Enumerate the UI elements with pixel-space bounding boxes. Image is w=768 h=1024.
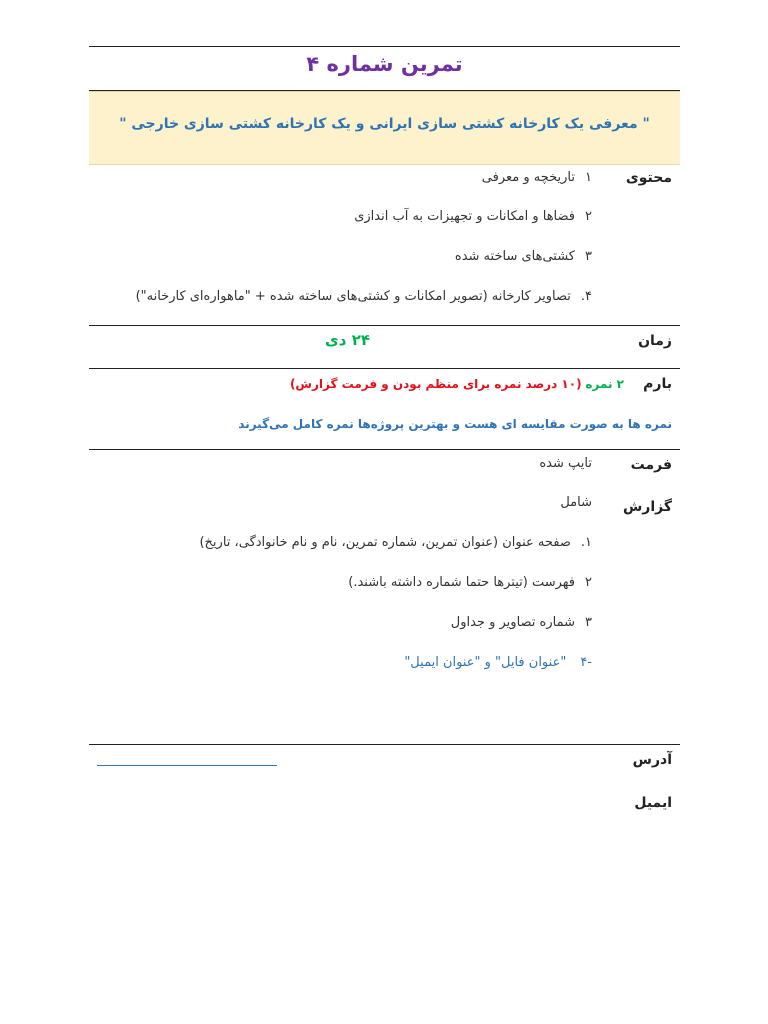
grading-line xyxy=(290,377,624,391)
report-item-1: ۱.صفحه عنوان (عنوان تمرین، شماره تمرین، نام و نام خانوادگی، تاریخ) xyxy=(199,535,592,550)
grading-label: بارم xyxy=(643,376,672,392)
report-item-2: ۲فهرست (تیترها حتما شماره داشته باشند.) xyxy=(348,575,592,590)
content-divider xyxy=(89,325,680,326)
page-title: تمرین شماره ۴ xyxy=(306,52,463,76)
report-intro: شامل xyxy=(560,495,592,510)
content-item-4: ۴.تصاویر کارخانه (تصویر امکانات و کشتی‌های ساخته شده + "ماهواره‌ای کارخانه") xyxy=(135,289,592,304)
content-item-2: ۲فضاها و امکانات و تجهیزات به آب اندازی xyxy=(354,209,592,224)
due-date: ۲۴ دی xyxy=(325,331,370,349)
address-link[interactable] xyxy=(97,765,277,766)
content-label: محتوی xyxy=(625,170,672,186)
report-item-3: ۳شماره تصاویر و جداول xyxy=(450,615,592,630)
content-item-1: ۱تاریخچه و معرفی xyxy=(481,170,592,185)
report-item-4: -۴"عنوان فایل" و "عنوان ایمیل" xyxy=(404,655,592,670)
format-value: تایپ شده xyxy=(539,456,592,471)
grading-divider xyxy=(89,449,680,450)
time-divider xyxy=(89,368,680,369)
report-label: گزارش xyxy=(622,499,672,515)
topic-banner xyxy=(89,91,680,165)
score-value: ۲ نمره xyxy=(585,377,624,391)
content-item-3: ۳کشتی‌های ساخته شده xyxy=(454,249,592,264)
grading-comparison: نمره ها به صورت مقایسه ای هست و بهترین پروژه‌ها نمره کامل می‌گیرند xyxy=(238,417,672,431)
topic-text: " معرفی یک کارخانه کشتی سازی ایرانی و یک کارخانه کشتی سازی خارجی " xyxy=(119,116,650,132)
time-label: زمان xyxy=(638,333,672,349)
score-note: (۱۰ درصد نمره برای منظم بودن و فرمت گزارش) xyxy=(289,377,582,391)
report-divider xyxy=(89,744,680,745)
address-label: آدرس xyxy=(632,752,672,768)
email-label: ایمیل xyxy=(634,795,672,811)
top-divider xyxy=(89,46,680,47)
format-label: فرمت xyxy=(630,457,672,473)
